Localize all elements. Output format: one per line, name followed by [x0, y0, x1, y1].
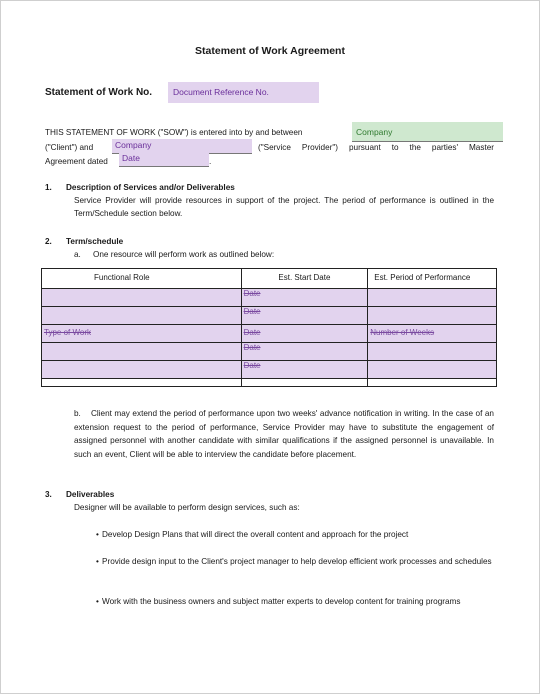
bullet-mark-1: •	[96, 530, 99, 539]
role-field[interactable]: Type of Work	[42, 325, 242, 343]
table-row	[42, 361, 242, 379]
table-cell	[368, 307, 497, 325]
intro-text-2: ("Client") and	[45, 143, 94, 152]
item-a-letter: a.	[74, 250, 81, 259]
item-b-text: Client may extend the period of performance upon two weeks' advance notification in writing. In the case of an extension request to the period of performance, Service Provider may have to substitute the engagement of assigned personnel with another candidate with similar qualifications if the assigned personnel is unavailable. In such an event, Client will be able to interview the candidate before placement.	[74, 409, 494, 459]
section-3-heading: Deliverables	[66, 490, 115, 499]
section-1-body: Service Provider will provide resources in support of the project. The period of performance is outlined in the Term/Schedule section below.	[74, 196, 494, 218]
bullet-mark-3: •	[96, 597, 99, 606]
intro-period: .	[209, 157, 212, 166]
section-2-heading: Term/schedule	[66, 237, 124, 246]
header-start-text: Est. Start Date	[278, 273, 331, 282]
section-1-heading: Description of Services and/or Deliverables	[66, 183, 235, 192]
bullet-item-3: Work with the business owners and subject matter experts to develop content for training programs	[102, 597, 461, 606]
document-reference-field[interactable]: Document Reference No.	[168, 82, 319, 103]
table-row	[42, 289, 242, 307]
weeks-field[interactable]: Number of Weeks	[368, 325, 497, 343]
section-2-number: 2.	[45, 237, 52, 246]
table-header-start	[241, 269, 368, 289]
table-cell	[368, 361, 497, 379]
start-date-field-4[interactable]: Date	[241, 343, 368, 361]
table-header-period	[368, 269, 497, 289]
table-header-role	[42, 269, 242, 289]
document-title: Statement of Work Agreement	[195, 45, 345, 57]
provider-company-field[interactable]: Company	[112, 139, 252, 154]
table-row	[42, 307, 242, 325]
start-date-field-3[interactable]: Date	[241, 325, 368, 343]
start-date-field-2[interactable]: Date	[241, 307, 368, 325]
intro-text-1: THIS STATEMENT OF WORK ("SOW") is entered into by and between	[45, 128, 303, 137]
table-cell	[368, 289, 497, 307]
section-3-intro: Designer will be available to perform design services, such as:	[74, 503, 300, 512]
section-3-number: 3.	[45, 490, 52, 499]
item-b-letter: b.	[74, 409, 81, 418]
bullet-item-2: Provide design input to the Client's project manager to help develop efficient work processes and schedules	[102, 557, 492, 566]
intro-text-3: ("Service Provider") pursuant to the parties' Master	[258, 143, 494, 152]
start-date-field-5[interactable]: Date	[241, 361, 368, 379]
header-role-text: Functional Role	[94, 273, 150, 282]
intro-text-4: Agreement dated	[45, 157, 108, 166]
header-period-text: Est. Period of Performance	[374, 273, 471, 282]
table-row	[42, 343, 242, 361]
schedule-table	[41, 268, 497, 387]
section-1-number: 1.	[45, 183, 52, 192]
bullet-item-1: Develop Design Plans that will direct the overall content and approach for the project	[102, 530, 409, 539]
start-date-field-1[interactable]: Date	[241, 289, 368, 307]
table-cell	[368, 379, 497, 387]
bullet-mark-2: •	[96, 557, 99, 566]
table-row	[42, 379, 242, 387]
item-b-paragraph	[74, 407, 494, 461]
agreement-date-field[interactable]: Date	[119, 152, 209, 167]
table-cell	[368, 343, 497, 361]
client-company-field[interactable]: Company	[352, 122, 503, 142]
item-a-text: One resource will perform work as outlined below:	[93, 250, 275, 259]
table-cell	[241, 379, 368, 387]
sow-number-label: Statement of Work No.	[45, 87, 153, 98]
